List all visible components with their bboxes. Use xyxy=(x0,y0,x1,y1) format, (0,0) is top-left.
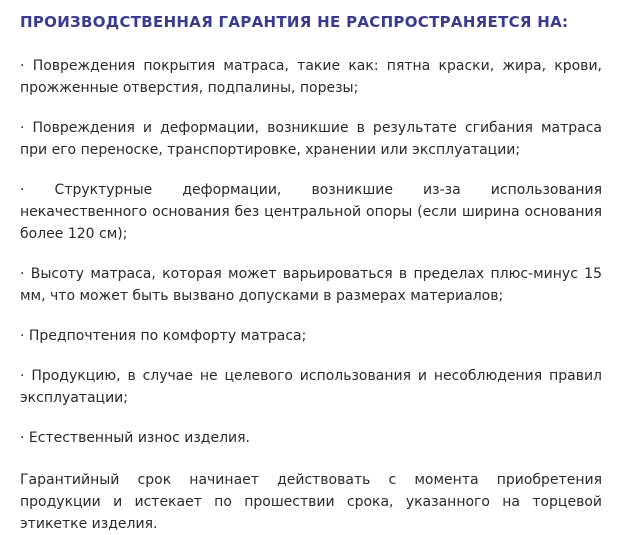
exclusions-list xyxy=(20,55,602,449)
warranty-period-note: Гарантийный срок начинает действовать с момента приобретения продукции и истекает по прошествии срока, указанного на торцевой этикетке изделия. xyxy=(20,472,602,532)
list-item: · Повреждения и деформации, возникшие в результате сгибания матраса при его переноске, транспортировке, хранении или эксплуатации; xyxy=(20,120,602,158)
list-item: · Естественный износ изделия. xyxy=(20,430,251,446)
list-item: · Предпочтения по комфорту матраса; xyxy=(20,328,307,344)
list-item: · Высоту матраса, которая может варьироваться в пределах плюс-минус 15 мм, что может быть вызвано допусками в размерах материалов; xyxy=(20,266,602,304)
warranty-exclusions-document xyxy=(20,11,602,535)
list-item: · Структурные деформации, возникшие из-за использования некачественного основания без центральной опоры (если ширина основания более 120 см); xyxy=(20,182,602,242)
section-heading: ПРОИЗВОДСТВЕННАЯ ГАРАНТИЯ НЕ РАСПРОСТРАНЯЕТСЯ НА: xyxy=(20,13,569,31)
list-item: · Повреждения покрытия матраса, такие как: пятна краски, жира, крови, прожженные отверстия, подпалины, порезы; xyxy=(20,58,602,96)
list-item: · Продукцию, в случае не целевого использования и несоблюдения правил эксплуатации; xyxy=(20,368,602,406)
